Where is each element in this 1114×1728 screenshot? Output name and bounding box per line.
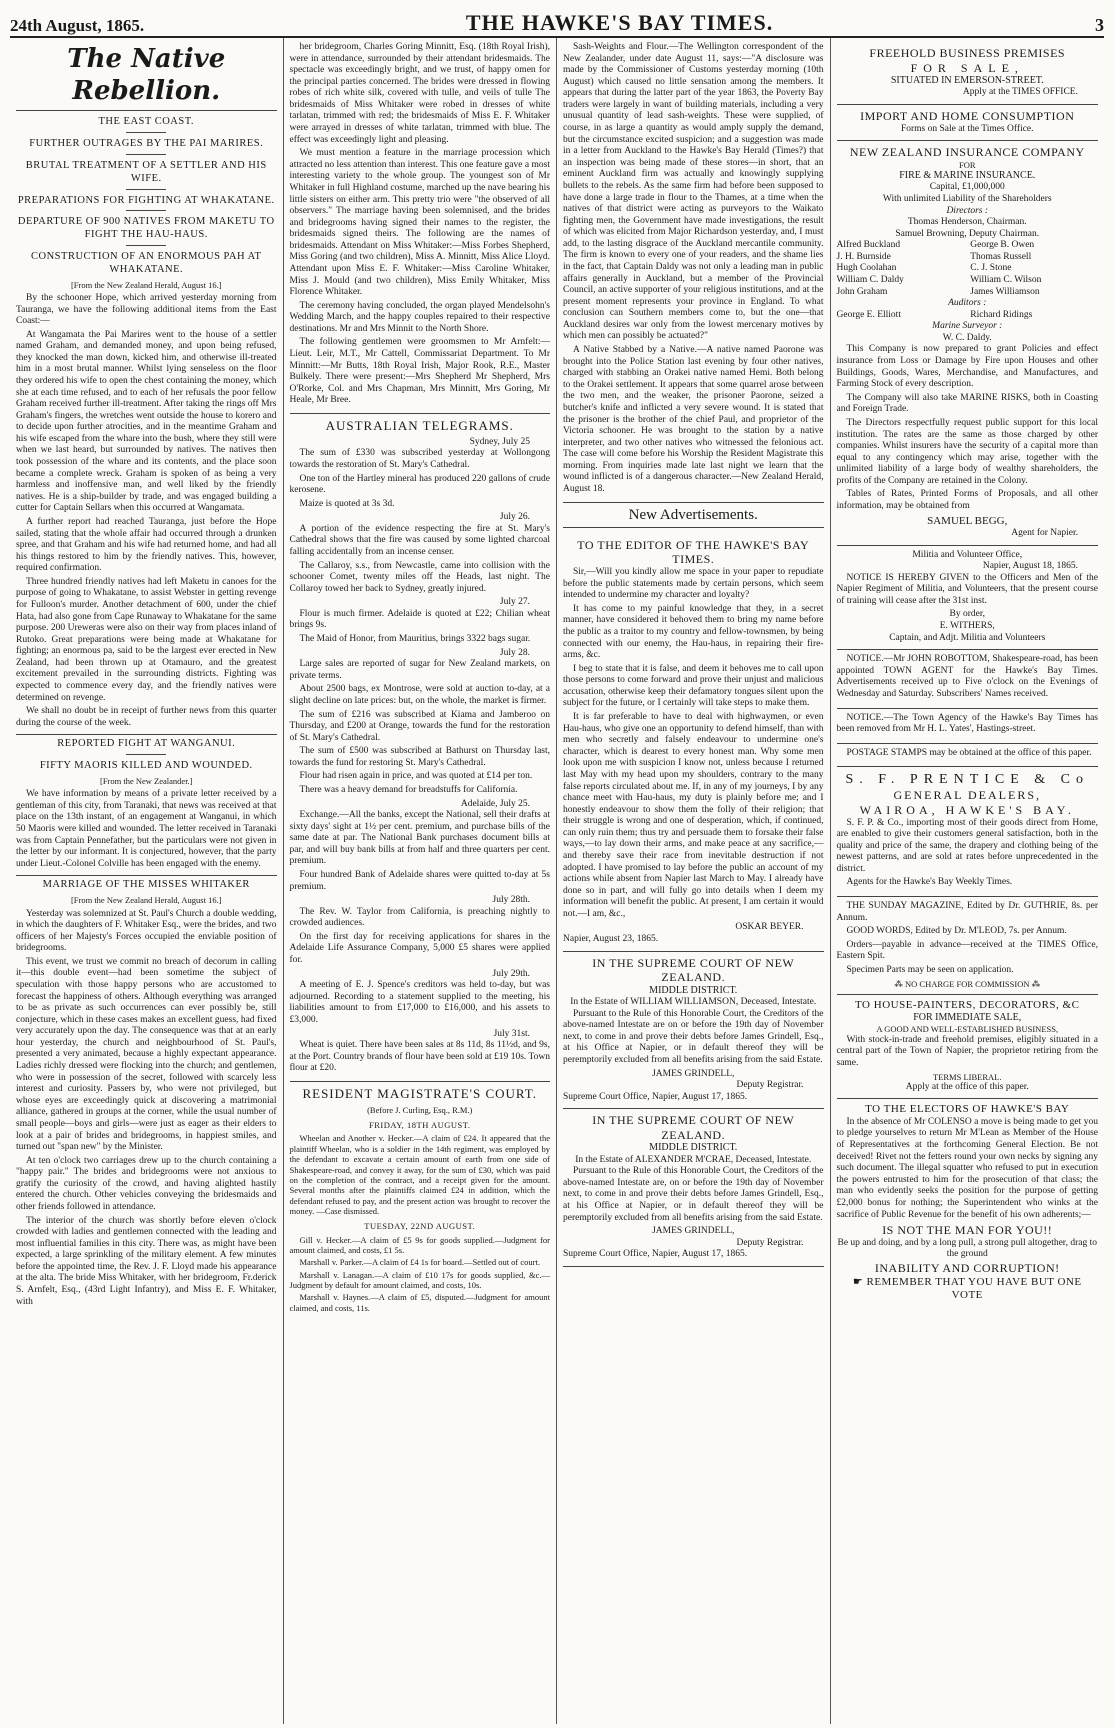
- article-paragraph: A further report had reached Tauranga, just before the Hope sailed, stating that the whole affair had occurred through a drunken spree, and that Graham and his wife had returned home, and had all his things restored to him by the friendly natives. This, however, required confirmation.: [16, 516, 277, 574]
- subhead: REPORTED FIGHT AT WANGANUI.: [16, 734, 277, 751]
- ad-body: THE SUNDAY MAGAZINE, Edited by Dr. GUTHRIE, 8s. per Annum.: [836, 901, 1098, 923]
- telegram-item: One ton of the Hartley mineral has produced 220 gallons of crude kerosene.: [289, 473, 550, 496]
- directors-heading: Directors :: [946, 205, 989, 216]
- article-paragraph: At ten o'clock two carriages drew up to the church containing a "happy pair." The brides and bridegrooms were not anxious to gratify the curiosity of the crowd, and having alighted hastily entered the church. Other vehicles conveying the bridesmaids and other friends followed in attendance.: [16, 1155, 277, 1212]
- letter-paragraph: I beg to state that it is false, and deem it behoves me to call upon those persons to come forward and prove their unjust and malicious accusation, otherwise keep their defamatory tongues silent upon the subject for the future, or I certainly will take steps to make them.: [563, 663, 824, 709]
- article-paragraph: We shall no doubt be in receipt of further news from this quarter during the course of the week.: [16, 706, 277, 728]
- director: George B. Owen: [970, 240, 1035, 251]
- court-before: (Before J. Curling, Esq., R.M.): [367, 1104, 473, 1115]
- subhead: BRUTAL TREATMENT OF A SETTLER AND HIS WIFE.: [25, 160, 267, 184]
- divider: [126, 754, 166, 755]
- new-advertisements-banner: New Advertisements.: [563, 502, 824, 528]
- ad-shout: IS NOT THE MAN FOR YOU!!: [882, 1223, 1053, 1238]
- telegram-item: Large sales are reported of sugar for New Zealand markets, on private terms.: [289, 659, 550, 681]
- director: William C. Daldy: [836, 275, 904, 286]
- militia-office: Militia and Volunteer Office,: [912, 549, 1023, 560]
- letter-paragraph: It has come to my painful knowledge that they, in a secret manner, have considered it behoved them to bring my name before the public as a traitor to my country and fellow-townsmen, by being connected with our enemy, the Hau-haus, in repairing their fire-arms, &c.: [563, 603, 824, 661]
- court-case: Marshall v. Haynes.—A claim of £5, disputed.—Judgment for amount claimed, and costs, 11s.: [289, 1292, 550, 1313]
- telegram-date: Adelaide, July 25.: [460, 798, 530, 809]
- notice-body: Pursuant to the Rule of this Honorable Court, the Creditors of the above-named Intestate are, on or before the 19th day of November next, to come in and prove their debts before James Grindell, Esq., at his Office at Napier, or in default thereof they will be peremptorily excluded from all benefits arising from the said Estate.: [563, 1166, 824, 1223]
- court-day: FRIDAY, 18TH AUGUST.: [369, 1120, 471, 1131]
- notice-title: Deputy Registrar.: [736, 1237, 804, 1248]
- letter-heading: TO THE EDITOR OF THE HAWKE'S BAY TIMES.: [577, 537, 810, 567]
- column-4: [831, 38, 1105, 1724]
- ad-remember: [837, 1276, 1099, 1303]
- subhead: CONSTRUCTION OF AN ENORMOUS PAH AT WHAKATANE.: [31, 251, 262, 275]
- telegram-date: July 29th.: [492, 968, 530, 979]
- ad-sub: FOR IMMEDIATE SALE,: [913, 1012, 1022, 1024]
- ad-body: Specimen Parts may be seen on application.: [846, 964, 1014, 975]
- newspaper-title: THE HAWKE'S BAY TIMES.: [465, 10, 774, 35]
- telegram-item: Flour had risen again in price, and was quoted at £14 per ton.: [299, 771, 533, 782]
- subhead: PREPARATIONS FOR FIGHTING AT WHAKATANE.: [17, 194, 275, 206]
- ad-body: In the absence of Mr COLENSO a move is being made to get you to pledge yourselves to return Mr M'Lean as Member of the House of Representatives at the forthcoming General Election. Be not deceived! Rivet not the fetters round your own necks by signing any such document. The illegal squatter who refused to put in execution the powers entrusted to him for the prosecution of that class; the man who evidently seeks the position for the purpose of getting £2,000 bonus for nothing; the Superintendent who winks at the sacrifice of Public Revenue for the benefit of his own adherents;—: [836, 1116, 1098, 1220]
- court-case: Marshall v. Lanagan.—A claim of £10 17s for goods supplied, &c.—Judgment by default for amount claimed, and costs, 10s.: [289, 1269, 550, 1291]
- letter-to-editor: [563, 534, 824, 952]
- telegram-item: Maize is quoted at 3s 3d.: [299, 498, 395, 509]
- article-paragraph: her bridegroom, Charles Goring Minnitt, Esq. (18th Royal Irish), were in attendance, surrounded by their attendant bridesmaids. The spectacle was exceedingly bright, and we trust, of happy omen for the principal parties concerned. The brides were dressed in flowing robes of rich white silk, covered with tulle, and veils of tulle The bridesmaids of Miss Whitaker were robed in dresses of white tarlatan, trimmed with red; the bridesmaids of Miss E. F. Whitaker were arrayed in dresses of white tarlatan, trimmed with blue. The effect was exceedingly light and pleasing.: [289, 42, 550, 145]
- auditor: Richard Ridings: [970, 309, 1033, 320]
- notice-estate: In the Estate of ALEXANDER M'CRAE, Deceased, Intestate.: [575, 1154, 812, 1165]
- insurance-ad: [837, 141, 1099, 545]
- telegram-item: Four hundred Bank of Adelaide shares were quitted to-day at 5s premium.: [289, 870, 550, 892]
- notice-body: Pursuant to the Rule of this Honorable Court, the Creditors of the above-named Intestate are on or before the 19th day of November next, to come in and prove their debts before James Grindell, Esq., at his Office at Napier, or in default thereof they will be peremptorily excluded from all benefits arising from the said Estate.: [563, 1008, 824, 1065]
- telegram-item: The sum of £216 was subscribed at Kiama and Jamberoo on Thursday, and £200 at Orange, towards the fund for the restoration of St. Mary's Cathedral.: [289, 709, 550, 743]
- prentice-ad: [837, 767, 1099, 897]
- ad-body: Tables of Rates, Printed Forms of Proposals, and all other information, may be obtained from: [836, 489, 1098, 511]
- deputy-chairman: Samuel Browning, Deputy Chairman.: [895, 228, 1040, 239]
- surveyor: W. C. Daldy.: [942, 332, 992, 343]
- notice-office: Supreme Court Office, Napier, August 17, 1865.: [563, 1091, 748, 1102]
- subhead: MARRIAGE OF THE MISSES WHITAKER: [16, 875, 277, 892]
- ad-body: This Company is now prepared to grant Policies and effect insurance from Loss or Damage by Fire upon Houses and other Buildings, Goods, Wares, Merchandise, and Manufactures, and Farming Stock of every description.: [836, 344, 1098, 390]
- article-paragraph: Yesterday was solemnized at St. Paul's Church a double wedding, in which the daughters of F. Whitaker Esq., were the brides, and two officers of her Majesty's Forces occupied the enviable position of bridegrooms.: [16, 908, 277, 954]
- article-paragraph: A Native Stabbed by a Native.—A native named Paorone was brought into the Police Station last evening by four other natives, charged with stabbing an Orakei native named Hemi. Both belong to the Orakei settlement. It appears that some quarrel arose between the two men, and the weaker, the prisoner Paorone, seized a butcher's knife and inflicted a very severe wound. It is stated that the prisoner is the brother of the chief Paul, and proprietor of the Victoria schooner. He was brought to the station by a native interpreter, and two other natives who witnessed the felonious act. The case will come before his Worship the Resident Magistrate this morning. From inquiries made late last night we learn that the wound inflicted is of a dangerous character.—New Zealand Herald, August 18.: [563, 345, 824, 494]
- ad-shout: INABILITY AND CORRUPTION!: [874, 1260, 1060, 1275]
- article-paragraph: By the schooner Hope, which arrived yesterday morning from Tauranga, we have the following additional items from the East Coast:—: [16, 292, 277, 327]
- director: James Williamson: [970, 286, 1040, 297]
- ad-apply: Apply at the office of this paper.: [905, 1081, 1029, 1092]
- columns: [10, 38, 1104, 1724]
- notice-signature: JAMES GRINDELL,: [652, 1068, 735, 1079]
- import-ad: [837, 105, 1099, 141]
- notice-signature: JAMES GRINDELL,: [652, 1226, 735, 1237]
- ad-body: Forms on Sale at the Times Office.: [900, 123, 1034, 134]
- telegram-item: A portion of the evidence respecting the fire at St. Mary's Cathedral shows that the fire was caused by some lighted charcoal falling accidentally from an incense censer.: [289, 523, 550, 557]
- ad-caption: IMPORT AND HOME CONSUMPTION: [860, 109, 1075, 124]
- article-paragraph: This event, we trust we commit no breach of decorum in calling it—this double event—had been sometime the subject of speculation with those happy persons who are accustomed to forecast the happiness of others. Although everything was arranged to be as private as such occurrences can ever possibly be, still conjecture, which in these cases makes an excellent guess, had fixed very accurately upon the day. The consequence was that at an early hour yesterday, the church and neighbourhood of St. Paul's, presented a very animated, because a highly expectant appearance. Ladies richly dressed were flocking into the church; and gentlemen, who were in possession of the secret, followed with scarcely less interest and curiosity. Passers by, who were not privileged, but whose eyes are exceedingly quick at discovering a matrimonial alliance, gathered in groups at the corner, while the usual number of small people—boys and girls—were just as eager as their elders to look at a pair of brides and bridegrooms, in happiest smiles, and turned out "span new" by the Minister.: [16, 956, 277, 1153]
- electors-ad: [837, 1099, 1099, 1307]
- column-1: [10, 38, 284, 1724]
- ad-caption: TO THE ELECTORS OF HAWKE'S BAY: [865, 1103, 1070, 1116]
- source-note: [From the New Zealand Herald, August 16.]: [70, 279, 222, 290]
- ad-terms: TERMS LIBERAL.: [933, 1071, 1002, 1082]
- notice-district: MIDDLE DISTRICT.: [649, 1142, 738, 1154]
- masthead: [10, 6, 1104, 38]
- letter-signature: OSKAR BEYER.: [735, 922, 804, 933]
- surveyor-heading: Marine Surveyor :: [932, 321, 1003, 332]
- directors-list: [837, 240, 1099, 298]
- source-note: [From the New Zealand Herald, August 16.]: [70, 895, 222, 906]
- militia-notice: [837, 546, 1099, 651]
- ad-commission: ⁂ NO CHARGE FOR COMMISSION ⁂: [894, 978, 1041, 989]
- pointing-hand-icon: ☛: [852, 1275, 867, 1288]
- telegram-item: The Maid of Honor, from Mauritius, brings 3322 bags sugar.: [299, 634, 531, 645]
- director: Hugh Coolahan: [836, 263, 897, 274]
- telegram-date: July 26.: [499, 512, 530, 523]
- militia-order: By order,: [949, 609, 985, 620]
- divider: [126, 154, 166, 155]
- notice-estate: In the Estate of WILLIAM WILLIAMSON, Deceased, Intestate.: [570, 997, 817, 1008]
- ad-caption: TO HOUSE-PAINTERS, DECORATORS, &C: [855, 998, 1080, 1011]
- letter-paragraph: It is far preferable to have to deal with highwaymen, or even Hau-haus, who give one an opportunity to defend himself, than with men who secretly and falsely endeavour to undermine one's character, which is dearest to every honest man. Why some men look upon me with suspicion I know not, unless because I returned last May with my head upon my shoulders, contrary to the many false reports circulated about me. If, in any of my journeys, I by any chance meet with Hau-haus, my duty is plainly before me; and I honestly endeavour to show them the folly of their religion; that their struggle is wrong and one of desperation, which, if continued, can only ruin them; thus try and persuade them to forsake their false ways,—to lay down their arms, and make peace at any sacrifice,—and thereby save their race from inevitable destruction if not adopted. I have promised to lay before the public an account of my actions while absent from Napier last March to May. I already have done so in part, and will fully go into details when I deem my information will benefit the public. At present, I am certain it would not.—I am, &c.,: [563, 712, 824, 919]
- article-paragraph: At Wangamata the Pai Marires went to the house of a settler named Graham, and demanded money, and upon being refused, they knocked the man down, kicked him, and otherwise ill-treated him in a most brutal manner. Whilst lying senseless on the floor they ordered his wife to open the chest containing the money, which she at each time refused, and to each of her refusals the poor fellow Graham received further ill-treatment. After taking the rings off Mrs Graham's fingers, the wretches went outside the house to korero and to decide upon further atrocities, and in the meantime Graham and his wife escaped from the whare into the bush, where they still were when we last heard, but surrounded by natives. The natives then took possession of the whare and its contents, and the place soon became a complete wreck. Graham is spoken of as being a very harmless and inoffensive man, and well liked by the friendly natives. He is a ship-builder by trade, and was engaged building a cutter for Captain Sellars when this occurred at Wangamata.: [16, 329, 277, 514]
- notice-body: NOTICE.—Mr JOHN ROBOTTOM, Shakespeare-road, has been appointed TOWN AGENT for the Hawke's Bay Times. Advertisements received up to Five o'clock on the Evenings of Wednesday and Saturday. Subscribers' Names received.: [836, 654, 1098, 699]
- article-paragraph: We must mention a feature in the marriage procession which attracted no less attention than interest. This one feature gave a most interesting variety to the whole group. The youngest son of Mr Whitaker in full Highland costume, marched up the nave bearing his little sisters on either arm. This pretty trio were "the observed of all observers." The marriage having been solemnised, and the brides and bridegrooms having signed their names to the register, the bridesmaids signed theirs. The following are the names of bridesmaids. Attendant on Miss Whitaker:—Miss Forbes Shepherd, Miss Goring (and two children), Miss A. Minnitt, Miss Alice Lloyd. Attendant upon Miss E. F. Whitaker:—Miss Caroline Whitaker, Miss J. Mould (and two children), Miss Emily Whitaker, Miss Florence Whitaker.: [289, 148, 550, 298]
- telegrams-heading: AUSTRALIAN TELEGRAMS.: [290, 413, 551, 434]
- letter-dateline: Napier, August 23, 1865.: [563, 934, 659, 945]
- ad-body: With stock-in-trade and freehold premises, eligibly situated in a central part of the Town of Napier, the proprietor retiring from the same.: [836, 1034, 1098, 1068]
- court-case: Wheelan and Another v. Hecker.—A claim of £24. It appeared that the plaintiff Wheelan, who is a soldier in the 14th regiment, was employed by the defendant to excavate a certain amount of earth from one side of Shakespeare-road, and convey it away, for the sum of £30, which was paid on the completion of the contract, and a receipt given for the amount. Several months after the plaintiffs claimed £24 in addition, which the defendant refused to pay, and the present action was brought to recover the money. —Case dismissed.: [289, 1133, 550, 1216]
- telegram-date: July 27.: [499, 597, 530, 608]
- telegram-item: There was a heavy demand for breadstuffs for California.: [299, 784, 518, 795]
- director: William C. Wilson: [970, 275, 1042, 286]
- ad-body: GOOD WORDS, Edited by Dr. M'LEOD, 7s. per Annum.: [846, 926, 1067, 937]
- ad-sub: FIRE & MARINE INSURANCE.: [899, 170, 1036, 182]
- ad-agents: Agents for the Hawke's Bay Weekly Times.: [846, 877, 1013, 888]
- ad-apply: Apply at the TIMES OFFICE.: [962, 87, 1078, 98]
- ad-liability: With unlimited Liability of the Shareholders: [882, 193, 1052, 204]
- ad-location: SITUATED IN EMERSON-STREET.: [890, 75, 1044, 87]
- court-case: Marshall v. Parker.—A claim of £4 1s for board.—Settled out of court.: [299, 1257, 540, 1268]
- article-paragraph: The ceremony having concluded, the organ played Mendelsohn's Wedding March, and the happy couples repaired to their respective destinations. Mr and Mrs Minnit to the North Shore.: [289, 300, 550, 334]
- agent-name: SAMUEL BEGG,: [927, 514, 1008, 527]
- painters-ad: [837, 995, 1099, 1100]
- divider: [126, 189, 166, 190]
- ad-caption: FREEHOLD BUSINESS PREMISES: [869, 46, 1066, 60]
- ad-body: Orders—payable in advance—received at the TIMES Office, Eastern Spit.: [836, 939, 1098, 962]
- ad-body: S. F. P. & Co., importing most of their goods direct from Home, are enabled to give their customers general satisfaction, both in the quality and price of the same, the drapery and clothing being of the newest patterns, and are sold at rates before unprecedented in the district.: [836, 817, 1098, 874]
- ad-remember-text: REMEMBER THAT YOU HAVE BUT ONE VOTE: [866, 1275, 1082, 1301]
- subhead: FURTHER OUTRAGES BY THE PAI MARIRES.: [29, 138, 264, 150]
- magazine-ad: [837, 897, 1099, 995]
- director: J. H. Burnside: [836, 251, 891, 262]
- court-case: Gill v. Hecker.—A claim of £5 9s for goods supplied.—Judgment for amount claimed, and costs, £1 5s.: [289, 1234, 550, 1256]
- issue-date: 24th August, 1865.: [10, 16, 145, 35]
- column-2: [284, 38, 558, 1724]
- divider: [126, 132, 166, 133]
- notice-body: POSTAGE STAMPS may be obtained at the office of this paper.: [846, 747, 1092, 758]
- section-heading: The Native Rebellion.: [16, 44, 277, 111]
- ad-sub: FOR SALE,: [910, 60, 1024, 75]
- telegram-item: Exchange.—All the banks, except the National, sell their drafts at sixty days' sight at 1½ per cent. premium, and purchase bills of the same date at par. The National Bank purchases document bills at par, and will buy bank bills at from half and three quarters per cent. premium.: [289, 810, 550, 867]
- ad-caption: S. F. PRENTICE & Co: [845, 772, 1090, 788]
- divider: [126, 245, 166, 246]
- ad-place: WAIROA, HAWKE'S BAY.: [859, 802, 1075, 817]
- ad-caption: NEW ZEALAND INSURANCE COMPANY: [849, 145, 1085, 160]
- agent-title: Agent for Napier.: [1011, 527, 1078, 538]
- freehold-ad: [837, 42, 1099, 105]
- telegram-date: July 28th.: [492, 895, 530, 906]
- subhead: FIFTY MAORIS KILLED AND WOUNDED.: [39, 760, 253, 772]
- source-note: [From the New Zealander.]: [99, 775, 193, 786]
- militia-signature: E. WITHERS,: [939, 621, 995, 632]
- ad-body: The Company will also take MARINE RISKS, both in Coasting and Foreign Trade.: [836, 392, 1098, 415]
- letter-paragraph: Sir,—Will you kindly allow me space in your paper to repudiate before the public statements made by certain persons, which seem intended to undermine my character and loyalty?: [563, 567, 824, 601]
- telegram-date: July 28.: [499, 647, 530, 658]
- court-heading: RESIDENT MAGISTRATE'S COURT.: [290, 1081, 551, 1102]
- auditors-list: [837, 310, 1099, 322]
- auditor: George E. Elliott: [836, 309, 901, 320]
- chairman: Thomas Henderson, Chairman.: [907, 217, 1027, 228]
- page-number: 3: [1094, 15, 1104, 35]
- telegram-item: The Rev. W. Taylor from California, is preaching nightly to crowded audiences.: [289, 906, 550, 929]
- auditors-heading: Auditors :: [948, 298, 987, 309]
- article-paragraph: Sash-Weights and Flour.—The Wellington correspondent of the New Zealander, under date August 11, says:—"A disclosure was made by the Commissioner of Customs yesterday morning (10th August) which caused no little sensation among the members. It appears that during the latter part of the year 1863, the Poverty Bay traders were largely in want of building materials, including a very unusual quantity of lead sash-weights. These were supplied, of course, in as large a quantity as would amply supply the demand, but the circumstance excited suspicion; and a suggestion was made in a letter from Auckland to the Hawke's Bay Herald (Times?) that an inspection was being made of these stores—in short, that an eminent Auckland firm was actually and knowingly supplying bullets to the rebels. As the same firm had before been supposed to have done a large trade in flour to the Thames, at a time when the natives of that district were acting as purveyors to the Waikato fighting men, the Government have made investigations, the result of which was elicited from Major Richardson yesterday, and, I must add, to the lasting disgrace of the Auckland mercantile community. The firm is known to every one of your readers, and the shame lies in the fact, that Captain Daldy was not only a leading man in public affairs generally in Auckland, but a member of the Provincial Council, an active supporter of your religious institutions, and at the present moment represents your province in England. To what conclusion can Southern members come to, but the one—that Auckland desires war only from the lowest mercenary motives by which men can possibly be actuated?": [563, 42, 824, 342]
- notice-title: Deputy Registrar.: [736, 1080, 804, 1091]
- agency-notice: [837, 709, 1099, 744]
- telegram-item: About 2500 bags, ex Montrose, were sold at auction to-day, at a slight decline on late prices: but, on the whole, the market is firmer.: [289, 684, 550, 706]
- robottom-notice: [837, 650, 1099, 708]
- telegram-item: The sum of £500 was subscribed at Bathurst on Thursday last, towards the fund for restoring St. Mary's Cathedral.: [289, 746, 550, 768]
- director: Alfred Buckland: [836, 240, 901, 251]
- court-day: TUESDAY, 22ND AUGUST.: [364, 1221, 476, 1232]
- ad-for: FOR: [958, 159, 976, 170]
- article-paragraph: The following gentlemen were groomsmen to Mr Arnfelt:—Lieut. Leir, M.T., Mr Cattell, Commissariat Department. To Mr Minnitt:—Mr Butts, 18th Royal Irish, Major Rook, R.E., Master Bulkely. There were present:—Mrs Shepherd Mr Shepherd, Mrs O'Rorke, Col. and Mrs Chapman, Mrs Minnitt, Mrs Goring, Mr Heale, Mr Bree.: [289, 337, 550, 406]
- notice-heading: IN THE SUPREME COURT OF NEW ZEALAND.: [592, 1113, 795, 1142]
- ad-body: The Directors respectfully request public support for this local institution. The rates are the same as those charged by other companies. Whilst insurers have the security of a capital more than equal to any contingency which may arise, together with the unlimited liability of a large body of wealthy shareholders, the profits of the Company are retained in the Colony.: [836, 417, 1098, 486]
- notice-heading: IN THE SUPREME COURT OF NEW ZEALAND.: [592, 955, 795, 985]
- telegram-item: On the first day for receiving applications for shares in the Adelaide Life Assurance Company, 5,000 £5 shares were applied for.: [289, 931, 550, 966]
- telegram-item: The Callaroy, s.s., from Newcastle, came into collision with the schooner Comet, twenty miles off the Heads, last night. The Collaroy towed her back to Sydney, greatly injured.: [289, 560, 550, 594]
- subhead: THE EAST COAST.: [98, 116, 194, 128]
- notice-body: NOTICE.—The Town Agency of the Hawke's Bay Times has been removed from Mr H. L. Yates', Hastings-street.: [836, 712, 1098, 735]
- supreme-court-notice: [563, 1109, 824, 1267]
- article-paragraph: The interior of the church was shortly before eleven o'clock crowded with ladies and gentlemen connected with the leading and most influential families in this city. There was, as might have been expected, a large sprinkling of the military element. A few minutes before the appointed time, the Rev. J. F. Lloyd made his appearance at the alta. The bride Miss Whitaker, with her bridegroom, Fr.derick S. Arnfelt, Esq., (43rd Light Infantry), and Miss E. F. Whitaker, with: [16, 1215, 277, 1307]
- militia-body: NOTICE IS HEREBY GIVEN to the Officers and Men of the Napier Regiment of Militia, and Volunteers, that the present course of training will cease after the 31st inst.: [836, 572, 1098, 606]
- subhead: DEPARTURE OF 900 NATIVES FROM MAKETU TO FIGHT THE HAU-HAUS.: [17, 216, 275, 241]
- column-3: [557, 38, 831, 1724]
- article-paragraph: Three hundred friendly natives had left Maketu in canoes for the purpose of going to Whakatane, to assist Webster in getting revenge for Fulloon's murder. Another detachment of 600, under the chief Hata, had also gone from Cape Runaway to Whakatane for the same purpose. 200 Ureweras were also on their way from places inland of Rutoko. Great preparations were being made at Whakatane for fighting; an enormous pa, said to be the largest ever erected in New Zealand, had been thrown up at Otamauro, and the greatest excitement prevailed in the surrounding districts. Fighting was expected to commence every day, and the friendly natives were determined on revenge.: [16, 576, 277, 703]
- telegram-date: July 31st.: [493, 1028, 530, 1039]
- militia-title: Captain, and Adjt. Militia and Volunteers: [889, 632, 1046, 643]
- telegram-item: Flour is much firmer. Adelaide is quoted at £22; Chilian wheat brings 9s.: [289, 608, 550, 631]
- telegram-item: A meeting of E. J. Spence's creditors was held to-day, but was adjourned. Recording to a statement supplied to the meeting, his liabilities amount to from £17,000 to £16,000, and his assets to £3,000.: [289, 980, 550, 1025]
- notice-office: Supreme Court Office, Napier, August 17, 1865.: [563, 1249, 748, 1260]
- ad-line: Be up and doing, and by a long pull, a strong pull altogether, drag to the ground: [837, 1237, 1097, 1260]
- article-paragraph: We have information by means of a private letter received by a gentleman of this city, from Taranaki, that news was received at that place on the 13th instant, of an engagement at Wanganui, in which 50 Maoris were killed and wounded. The letter received in Taranaki was from Captain Pennefather, but the particulars were not given in the letter by our informant. It is conjectured, however, that the party under Lieut.-Colonel Colville has been engaged with the enemy.: [16, 789, 277, 869]
- militia-date: Napier, August 18, 1865.: [982, 561, 1078, 572]
- director: John Graham: [836, 286, 888, 297]
- ad-trade: GENERAL DEALERS,: [893, 788, 1042, 803]
- telegram-item: The sum of £330 was subscribed yesterday at Wollongong towards the restoration of St. Mary's Cathedral.: [289, 448, 550, 470]
- ad-sub: A GOOD AND WELL-ESTABLISHED BUSINESS,: [876, 1024, 1059, 1035]
- telegram-list: [290, 437, 551, 1075]
- notice-district: MIDDLE DISTRICT.: [649, 984, 738, 996]
- telegram-date: Sydney, July 25: [469, 436, 530, 447]
- director: Thomas Russell: [970, 251, 1032, 262]
- divider: [126, 210, 166, 211]
- ad-capital: Capital, £1,000,000: [929, 182, 1005, 193]
- postage-notice: [837, 744, 1099, 768]
- director: C. J. Stone: [970, 263, 1012, 274]
- supreme-court-notice: [563, 952, 824, 1110]
- telegram-item: Wheat is quiet. There have been sales at 8s 11d, 8s 11½d, and 9s, at the Port. Country brands of flour have been sold at £19 10s. Town flour at £20.: [289, 1040, 550, 1074]
